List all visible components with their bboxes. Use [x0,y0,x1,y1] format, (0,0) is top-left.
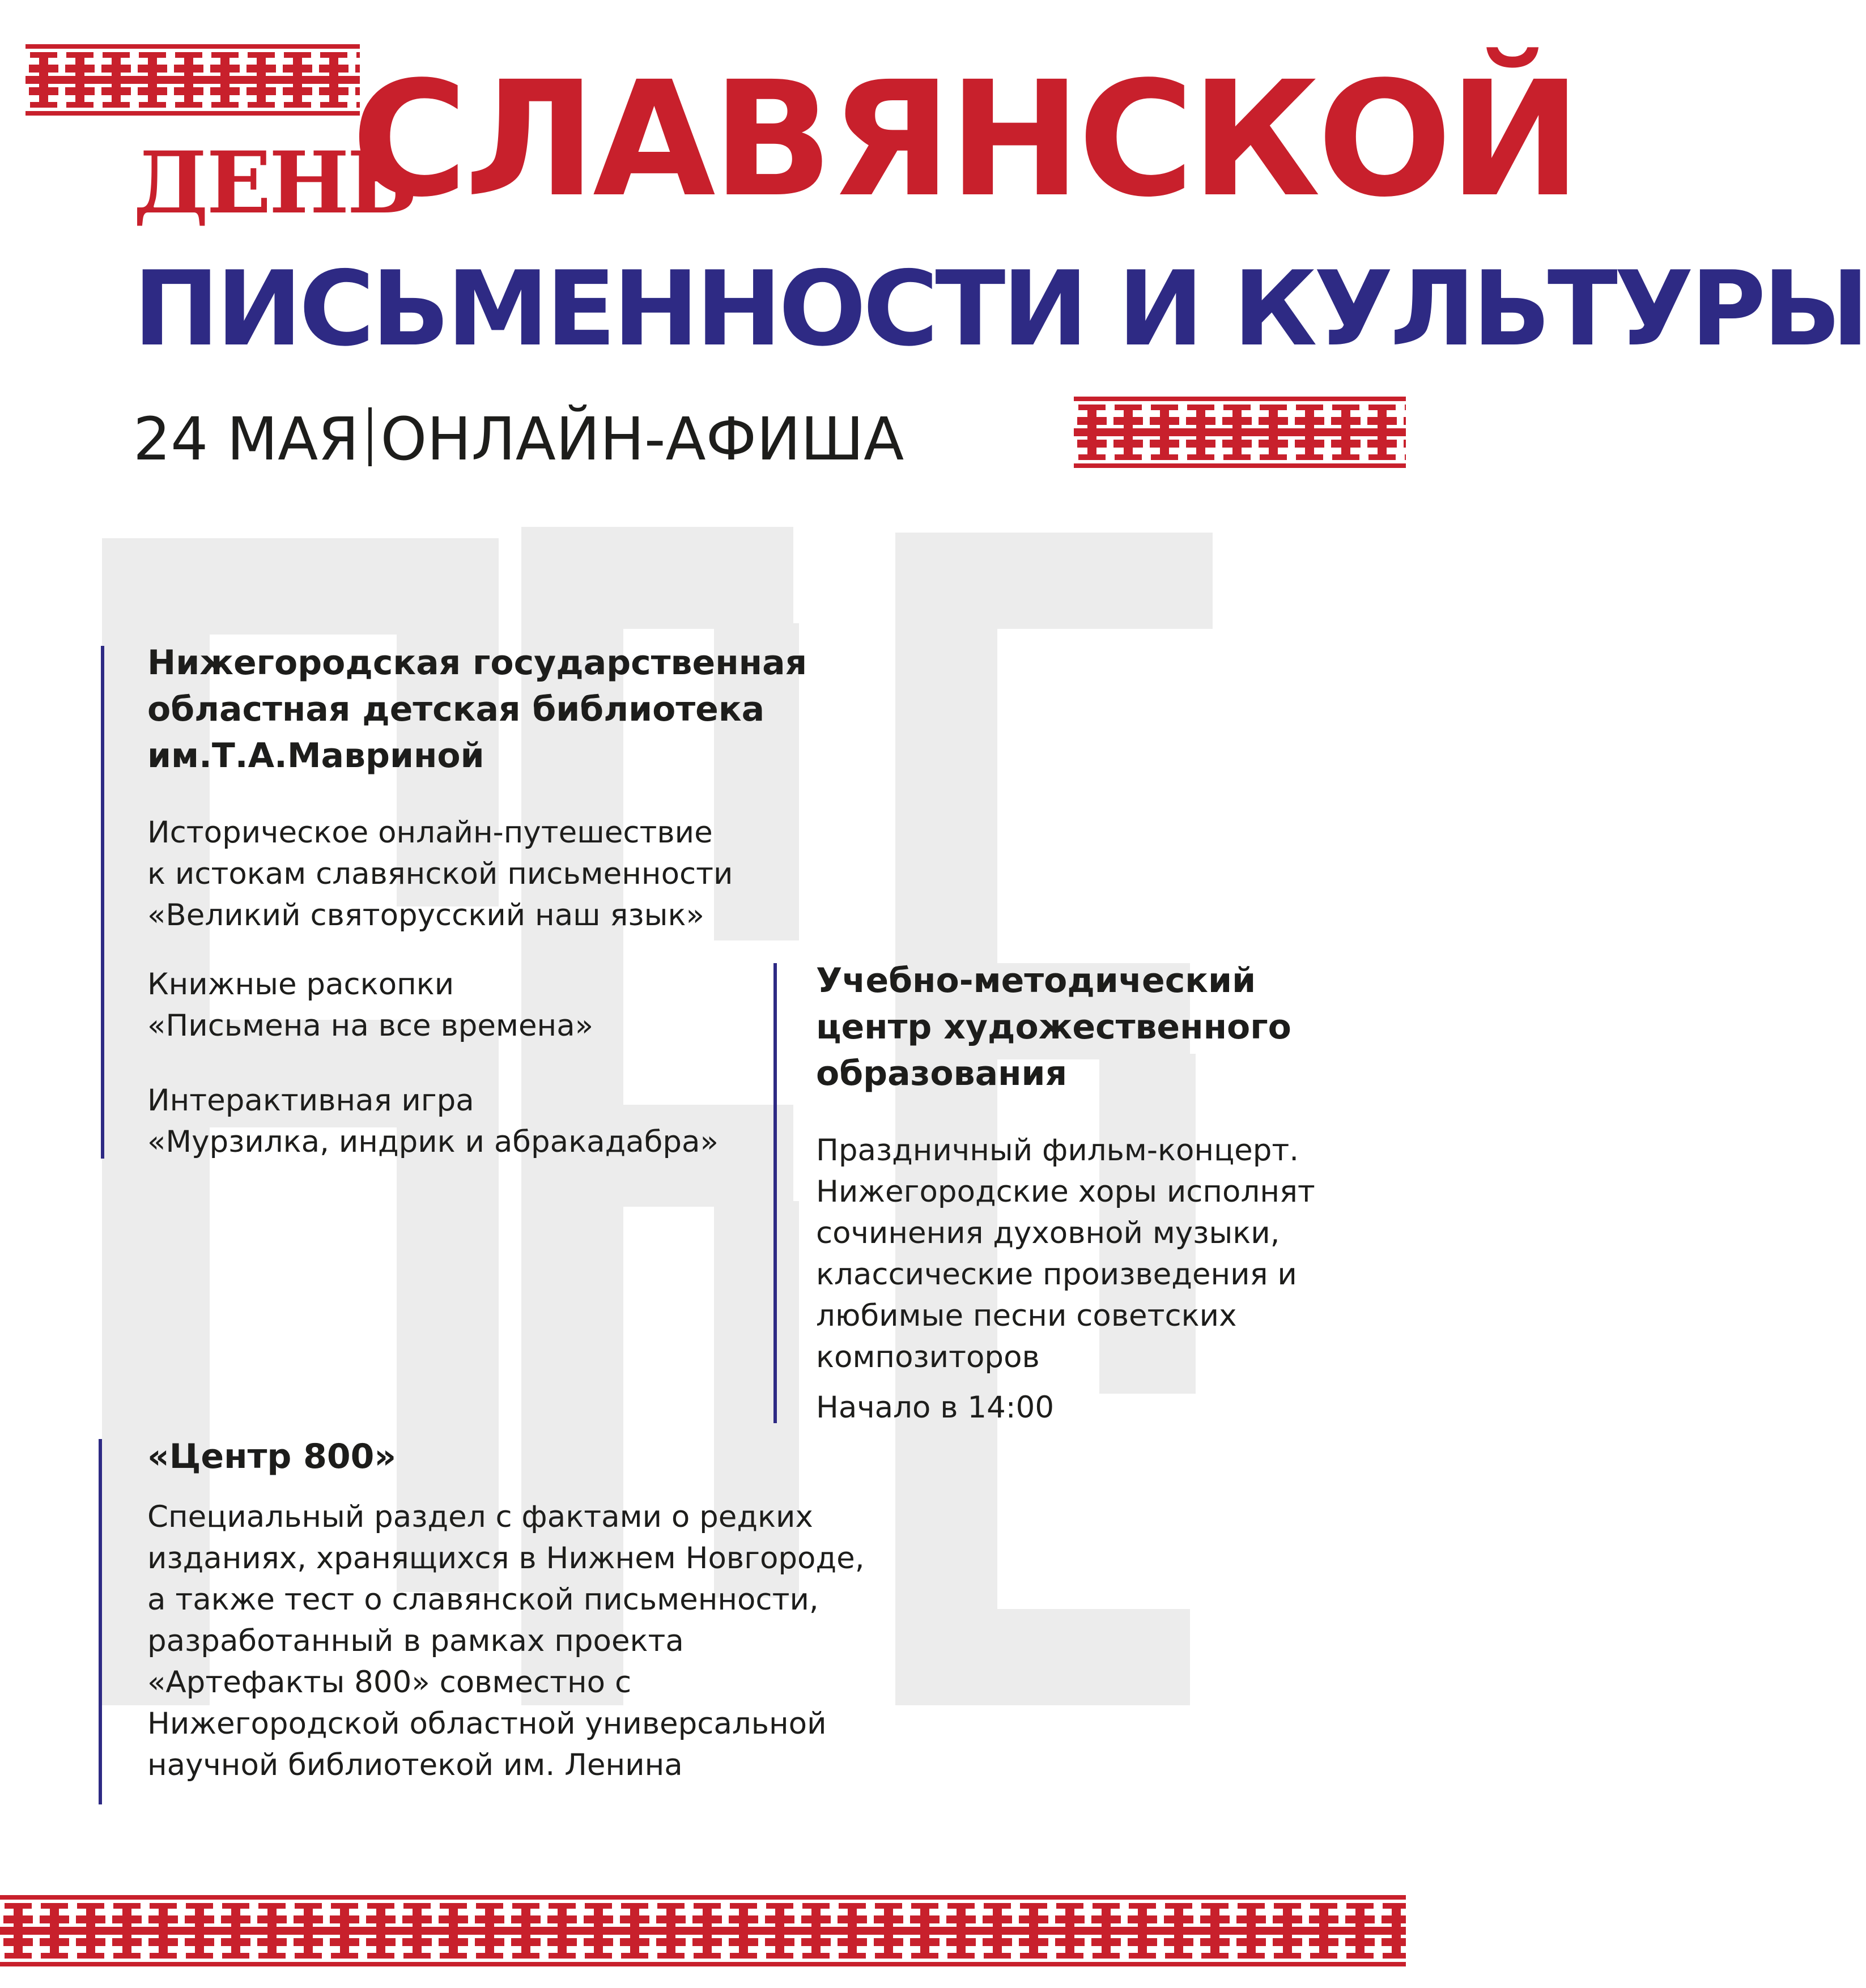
poster-subtitle: ОНЛАЙН-АФИША [380,405,904,474]
center800-description [147,1496,865,1786]
library-event-2 [147,964,593,1046]
center-body-line: сочинения духовной музыки, [816,1216,1280,1250]
event-line: «Мурзилка, индрик и абракадабра» [147,1125,719,1159]
library-event-1 [147,812,733,936]
ornament-right [1074,397,1406,468]
accent-bar-center [773,963,777,1423]
center-title-line: Учебно-методический [816,961,1256,1001]
event-line: к истокам славянской письменности [147,857,733,891]
library-title-line: им.Т.А.Мавриной [147,736,484,776]
center800-body-line: изданиях, хранящихся в Нижнем Новгороде, [147,1541,865,1576]
center-start-time: Начало в 14:00 [816,1390,1055,1425]
center-title-line: центр художественного [816,1007,1291,1047]
center800-title: «Центр 800» [147,1437,397,1476]
center-body-line: классические произведения и [816,1257,1297,1292]
event-line: «Великий святорусский наш язык» [147,898,704,933]
accent-bar-center800 [99,1439,102,1804]
center800-body-line: а также тест о славянской письменности, [147,1582,819,1617]
event-date: 24 МАЯ [133,405,359,474]
center-body-line: композиторов [816,1340,1040,1374]
center-body-line: Нижегородские хоры исполнят [816,1174,1315,1209]
event-line: Книжные раскопки [147,967,454,1002]
library-title [147,640,807,779]
center800-body-line: «Артефакты 800» совместно с [147,1665,632,1700]
date-line [133,391,904,487]
title-line-writing-culture: ПИСЬМЕННОСТИ И КУЛЬТУРЫ [133,249,1866,369]
date-separator [368,407,372,466]
accent-bar-library [101,646,104,1159]
center-title-line: образования [816,1054,1068,1093]
library-title-line: областная детская библиотека [147,689,765,729]
center-body-line: любимые песни советских [816,1299,1237,1333]
library-event-3 [147,1080,719,1163]
library-title-line: Нижегородская государственная [147,643,807,683]
event-line: Историческое онлайн-путешествие [147,815,713,850]
ornament-top-left [25,44,360,116]
center800-body-line: научной библиотекой им. Ленина [147,1748,683,1782]
event-line: «Письмена на все времена» [147,1008,594,1043]
center800-body-line: Нижегородской областной универсальной [147,1706,827,1741]
title-word-day: ДЕНЬ [133,133,415,233]
ornament-bottom [0,1895,1406,1966]
center-title [816,957,1291,1097]
center800-body-line: Специальный раздел с фактами о редких [147,1500,813,1534]
center800-body-line: разработанный в рамках проекта [147,1624,684,1658]
center-description [816,1130,1315,1378]
event-line: Интерактивная игра [147,1083,474,1118]
title-word-slavic: СЛАВЯНСКОЙ [351,48,1578,232]
center-body-line: Праздничный фильм-концерт. [816,1133,1299,1168]
